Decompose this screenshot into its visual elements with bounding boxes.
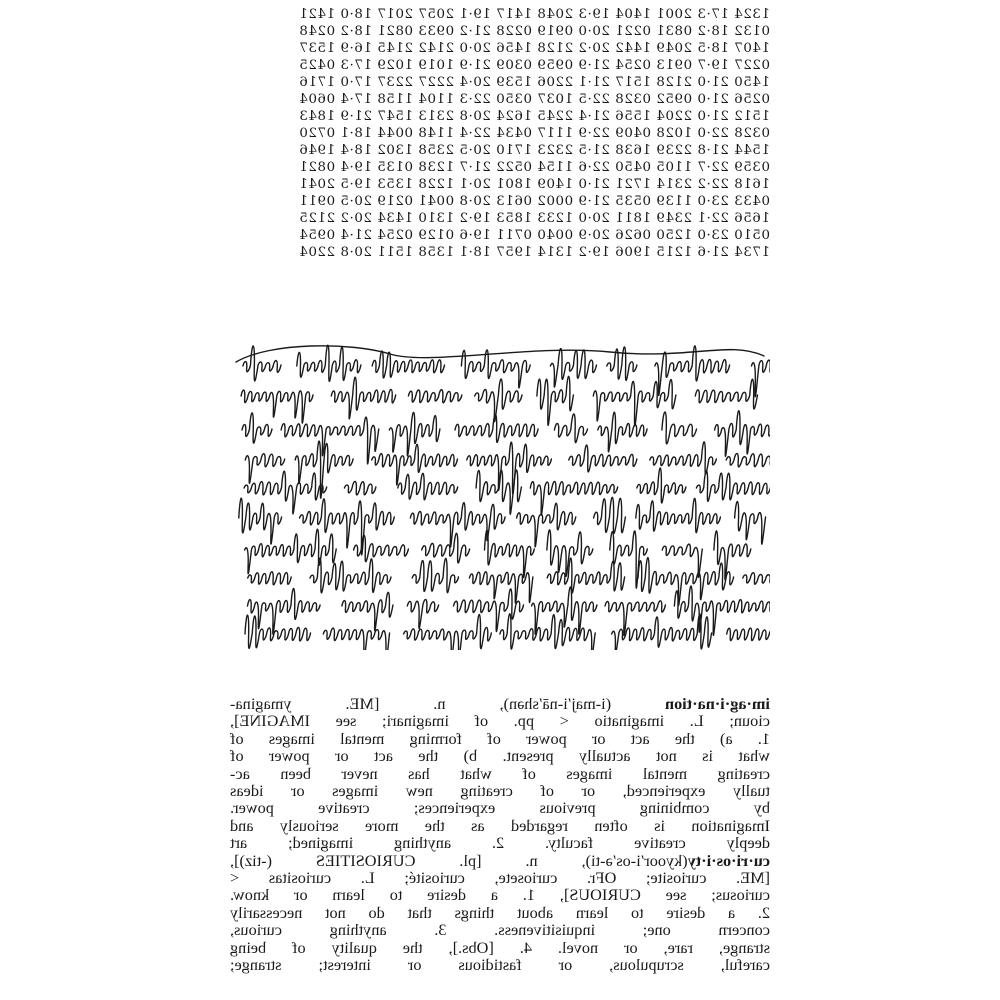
script-word [344, 481, 376, 495]
script-word [695, 379, 757, 409]
number-row: 1656 22·1 2349 1811 20·0 1233 1853 19·2 1310 1434 20·2 2125 [298, 211, 770, 226]
number-row: 1450 21·0 2128 1517 21·1 2206 1539 20·4 2227 2237 17·0 1716 [298, 75, 770, 90]
dictionary-stamp [230, 695, 770, 995]
script-word [248, 572, 292, 585]
script-word [248, 588, 321, 634]
script-word [310, 558, 391, 593]
definition-text: tually experienced, or of creating new images or ideas [230, 781, 770, 801]
script-word [636, 498, 721, 532]
script-word [323, 628, 389, 650]
handwriting-illustration [230, 340, 770, 650]
definition-text: (kyoor′i-os′ə-ti), n. [pl. CURIOSITIES (-tiz)], [230, 850, 688, 870]
number-row: 0132 18·2 0831 0221 20·0 0919 0228 21·2 0933 0821 18·2 0248 [298, 24, 770, 39]
script-word [475, 379, 522, 422]
number-row: 1407 18·5 2049 1442 20·2 2128 1456 20·0 2142 2145 16·9 1537 [298, 41, 770, 56]
dictionary-line [230, 712, 770, 729]
dictionary-line [230, 782, 770, 799]
script-word [245, 529, 337, 574]
dictionary-line [230, 730, 770, 747]
number-row: 1734 21·6 1215 1906 19·2 1314 1957 18·1 1358 1511 20·8 2204 [298, 245, 770, 260]
number-row: 0510 23·0 1250 0626 20·9 0040 0711 19·6 0129 0254 21·4 0954 [298, 228, 770, 243]
script-word [569, 445, 637, 472]
definition-text: Imagination is often regarded as the more seriously and [230, 815, 770, 835]
dictionary-line [230, 886, 770, 903]
dictionary-line [230, 765, 770, 782]
number-row: 1544 21·8 2239 1638 21·5 2323 1710 20·5 2358 1302 18·4 1946 [298, 143, 770, 158]
dictionary-line [230, 695, 770, 712]
script-stamp [230, 340, 770, 650]
script-word [331, 377, 395, 419]
definition-text: cioun; L. imaginatio < pp. of imaginari; see IMAGINE], [230, 711, 770, 731]
script-word [342, 592, 393, 630]
dictionary-line [230, 869, 770, 886]
script-word [389, 412, 440, 456]
definition-text: curiosus; see CURIOUS], 1. a desire to learn or know. [230, 885, 770, 905]
script-word [532, 587, 597, 634]
script-word [674, 586, 770, 635]
dictionary-line [230, 921, 770, 938]
script-word [398, 473, 458, 499]
script-word [454, 589, 524, 632]
script-word [245, 454, 284, 484]
script-word [550, 349, 596, 388]
script-word [372, 444, 458, 485]
script-word [547, 530, 593, 577]
script-word [662, 412, 697, 444]
script-flourish [236, 346, 764, 362]
dictionary-line [230, 904, 770, 921]
number-row: 0433 23·0 1139 0535 21·9 0002 0613 20·8 0041 0219 20·5 0911 [298, 194, 770, 209]
script-word [594, 497, 626, 533]
dictionary-line [230, 817, 770, 834]
script-word [239, 498, 282, 544]
number-row: 1618 22·2 2314 1721 21·0 1409 1801 20·1 1228 1353 19·5 2041 [298, 177, 770, 192]
script-word [554, 414, 587, 443]
script-word [726, 453, 770, 466]
definition-text: 1. a) the act or power of forming mental images of [230, 728, 770, 748]
script-word [372, 351, 444, 378]
script-word [408, 390, 462, 403]
definition-text: [ME. curiosite; OFr. curiosete, curiosité; L. curiositas < [230, 868, 770, 888]
script-word [243, 346, 281, 381]
definition-text: by combining previous experiences; creative power. [230, 798, 770, 818]
numbers-stamp [230, 6, 770, 296]
script-word [638, 558, 734, 606]
dictionary-line [230, 799, 770, 816]
script-word [297, 345, 361, 381]
script-word [743, 572, 770, 585]
number-row: 0359 22·7 1105 0450 22·6 1154 0522 21·7 1238 0135 19·4 0821 [298, 160, 770, 175]
script-word [517, 503, 576, 547]
number-row: 0328 22·0 1028 0409 22·9 1117 0434 22·4 1148 0044 18·1 0720 [298, 126, 770, 141]
script-word [637, 468, 686, 503]
script-word [245, 615, 311, 648]
script-word [696, 471, 770, 502]
dictionary-line [230, 956, 770, 973]
script-word [485, 530, 535, 577]
definition-text: (i-maj′i-nā′shən), n. [ME. ymagina- [230, 694, 666, 713]
definition-text: careful, scrupulous, or fastidious or interest; strange; [230, 955, 770, 975]
script-word [735, 502, 766, 545]
number-row: 1512 21·0 2204 1556 21·4 2245 1624 20·8 2313 1547 21·9 1843 [298, 109, 770, 124]
dictionary-line [230, 852, 770, 869]
script-word [404, 614, 492, 650]
script-word [242, 413, 272, 443]
headword: cu·ri·os·i·ty [687, 850, 770, 870]
definition-text: 2. a desire to learn about things that do not necessarily [230, 902, 770, 922]
definition-text: what is not actually present. b) the act or power of [230, 746, 770, 766]
number-row: 1324 17·3 2001 1404 19·3 2048 1417 19·1 2057 2017 18·0 1421 [298, 7, 770, 22]
script-word [598, 412, 647, 452]
dictionary-line [230, 834, 770, 851]
script-word [241, 390, 313, 423]
headword: im·ag·i·na·tion [665, 694, 770, 713]
script-word [715, 411, 770, 457]
script-word [412, 558, 458, 592]
definition-text: deeply creative faculty. 2. anything imagined; art [230, 833, 770, 853]
script-word [407, 599, 438, 628]
number-row: 0256 21·0 0952 0328 22·5 1037 0350 22·3 1104 1158 17·4 0604 [298, 92, 770, 107]
script-word [244, 471, 327, 514]
definition-text: strange, rare, or novel. 4. [Obs.], the quality of being [230, 937, 770, 957]
definition-text: creating mental images of what has never been ac- [230, 763, 770, 783]
dictionary-line [230, 747, 770, 764]
dictionary-line [230, 939, 770, 956]
definition-text: concern one; inquisitiveness. 3. anything curious, [230, 920, 770, 940]
script-word [727, 615, 770, 648]
script-word [455, 414, 538, 442]
script-word [662, 544, 702, 577]
number-row: 0227 19·7 0913 0254 21·9 0959 0309 21·9 1019 1029 17·3 0425 [298, 58, 770, 73]
